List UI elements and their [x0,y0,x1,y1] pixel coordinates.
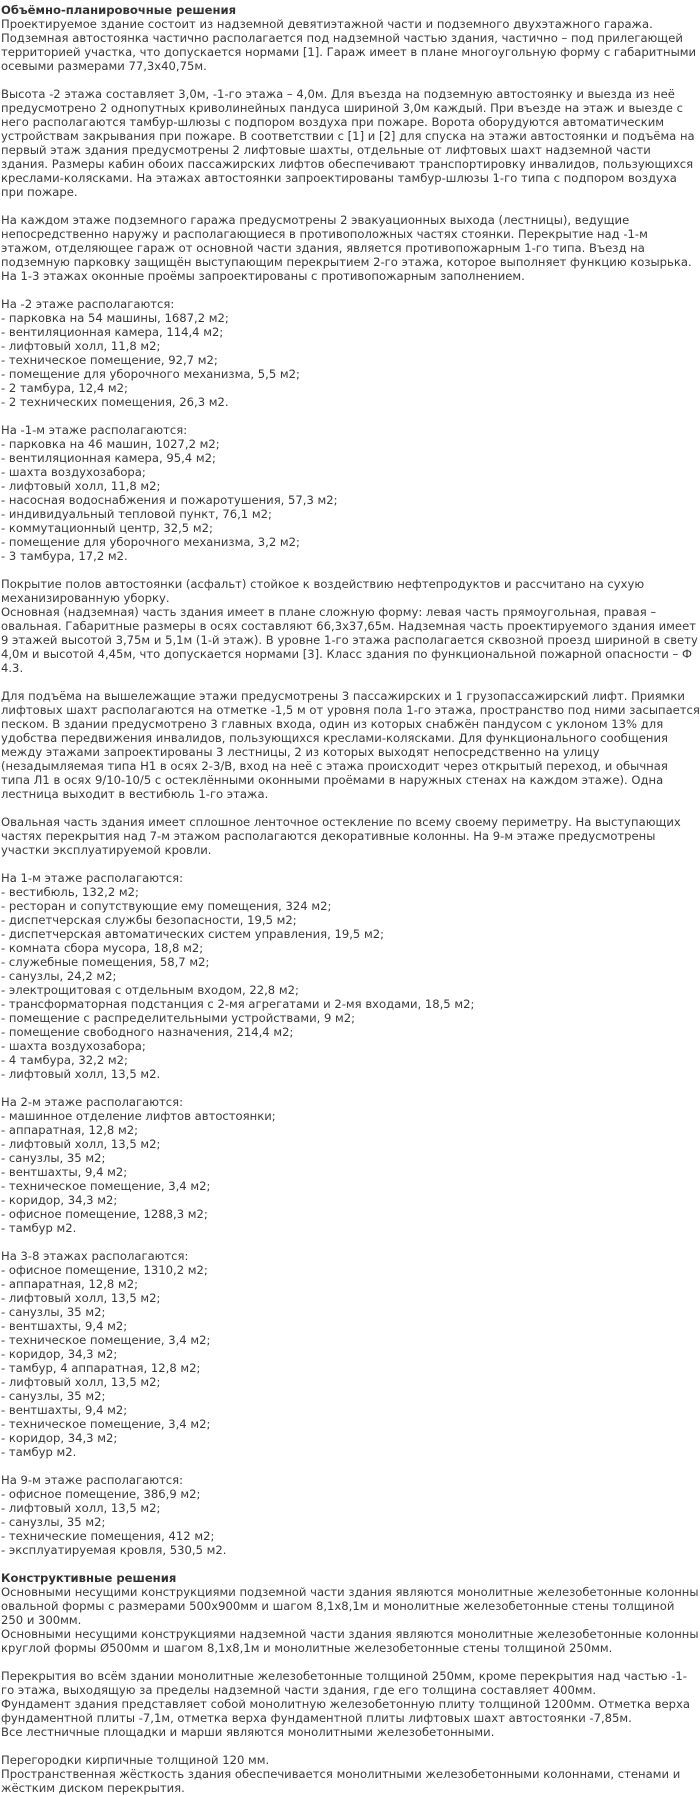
room-list-item: - лифтовый холл, 11,8 м2; [1,479,161,493]
room-list-item: - парковка на 54 машины, 1687,2 м2; [1,311,229,325]
room-list [1,1095,700,1235]
paragraph: Для подъёма на вышележащие этажи предусмотрены 3 пассажирских и 1 грузопассажирский лифт. Приямки лифтовых шахт располагаются на отметке -1,5 м от уровня пола 1-го этажа, пространство под ними засыпается песком. В здании предусмотрено 3 главных входа, один из которых снабжён пандусом с уклоном 13% для удобства передвижения инвалидов, пользующихся креслами-колясками. Для функционального сообщения между этажами запроектированы 3 лестницы, 2 из которых выходят непосредственно на улицу (незадымляемая типа Н1 в осях 2-3/В, вход на неё с этажа происходит через открытый переход, и обычная типа Л1 в осях 9/10-10/5 с остеклёнными оконными проёмами в наружных стенах на каждом этаже). Одна лестница выходит в вестибюль 1-го этажа. [1,689,700,801]
room-list-item: - техническое помещение, 3,4 м2; [1,1333,211,1347]
room-list-item: - 2 технических помещения, 26,3 м2. [1,395,229,409]
room-list-item: - помещение для уборочного механизма, 5,5 м2; [1,367,300,381]
paragraph: Пространственная жёсткость здания обеспечивается монолитными железобетонными колоннами, стенами и жёстким диском перекрытия. [1,1767,681,1795]
paragraph: Покрытие полов автостоянки (асфальт) стойкое к воздействию нефтепродуктов и рассчитано на сухую механизированную уборку. [1,577,645,605]
paragraph: На каждом этаже подземного гаража предусмотрены 2 эвакуационных выхода (лестницы), ведущие непосредственно наружу и располагающиеся в противоположных частях стоянки. Перекрытие над -1-м этажом, отделяющее гараж от основной части здания, является противопожарным 1-го типа. Въезд на подземную парковку защищён выступающим перекрытием 2-го этажа, которое выполняет функцию козырька. На 1-3 этажах оконные проёмы запроектированы с противопожарным заполнением. [1,213,692,283]
room-list-item: - машинное отделение лифтов автостоянки; [1,1109,276,1123]
room-list-item: - коридор, 34,3 м2; [1,1431,118,1445]
room-list-title: На 9-м этаже располагаются: [1,1473,183,1487]
room-list [1,871,700,1081]
paragraph: Проектируемое здание состоит из надземной девятиэтажной части и подземного двухэтажного гаража. Подземная автостоянка частично располагается под надземной частью здания, частично – под прилегающей территорией участка, что допускается нормами [1]. Гараж имеет в плане многоугольную форму с габаритными осевыми размерами 77,3х40,75м. [1,17,697,73]
paragraph: Перекрытия во всём здании монолитные железобетонные толщиной 250мм, кроме перекрытия над частью -1-го этажа, выходящую за пределы надземной части здания, где его толщина составляет 400мм. [1,1669,687,1697]
room-list-item: - тамбур м2. [1,1221,77,1235]
paragraph: Овальная часть здания имеет сплошное ленточное остекление по всему своему периметру. На выступающих частях перекрытия над 7-м этажом располагаются декоративные колонны. На 9-м этаже предусмотрены участки эксплуатируемой кровли. [1,815,681,857]
room-list-item: - ресторан и сопутствующие ему помещения, 324 м2; [1,899,332,913]
room-list-item: - насосная водоснабжения и пожаротушения, 57,3 м2; [1,493,338,507]
paragraph: Основными несущими конструкциями подземной части здания являются монолитные железобетонные колонны овальной формы с размерами 500х900мм и шагом 8,1х8,1м и монолитные железобетонные стены толщиной 250 и 300мм. [1,1585,699,1627]
room-list-item: - 4 тамбура, 32,2 м2; [1,1053,128,1067]
room-list-item: - эксплуатируемая кровля, 530,5 м2. [1,1543,227,1557]
room-list [1,1249,700,1459]
room-list-item: - шахта воздухозабора; [1,1039,146,1053]
room-list-item: - помещение с распределительными устройствами, 9 м2; [1,1011,356,1025]
room-list-item: - техническое помещение, 92,7 м2; [1,353,218,367]
room-list-item: - санузлы, 35 м2; [1,1151,106,1165]
room-list-item: - санузлы, 35 м2; [1,1515,106,1529]
room-list-item: - коммутационный центр, 32,5 м2; [1,521,213,535]
paragraph: Перегородки кирпичные толщиной 120 мм. [1,1753,270,1767]
room-list-title: На -2 этаже располагаются: [1,297,175,311]
room-list-item: - вентшахты, 9,4 м2; [1,1403,128,1417]
room-list-title: На -1-м этаже располагаются: [1,423,188,437]
paragraph: Фундамент здания представляет собой монолитную железобетонную плиту толщиной 1200мм. Отметка верха фундаментной плиты -7,1м, отметка верха фундаментной плиты лифтовых шахт автостоянки -7,85м. [1,1697,691,1725]
room-list-item: - санузлы, 24,2 м2; [1,969,117,983]
room-list-item: - офисное помещение, 1288,3 м2; [1,1207,208,1221]
section-heading: Конструктивные решения [1,1571,177,1585]
room-list-item: - вентшахты, 9,4 м2; [1,1165,128,1179]
room-list-item: - тамбур, 4 аппаратная, 12,8 м2; [1,1361,201,1375]
room-list-item: - электрощитовая с отдельным входом, 22,8 м2; [1,983,299,997]
room-list-item: - трансформаторная подстанция с 2-мя агрегатами и 2-мя входами, 18,5 м2; [1,997,475,1011]
paragraph: Основными несущими конструкциями надземной части здания являются монолитные железобетонные колонны круглой формы Ø500мм и шагом 8,1х8,1м и монолитные железобетонные стены толщиной 250мм. [1,1627,699,1655]
room-list-item: - парковка на 46 машин, 1027,2 м2; [1,437,220,451]
room-list-item: - лифтовый холл, 13,5 м2. [1,1067,161,1081]
room-list-item: - лифтовый холл, 13,5 м2; [1,1501,161,1515]
room-list [1,423,700,563]
room-list-item: - санузлы, 35 м2; [1,1389,106,1403]
room-list-item: - вентиляционная камера, 95,4 м2; [1,451,216,465]
room-list [1,297,700,409]
room-list-item: - аппаратная, 12,8 м2; [1,1123,139,1137]
room-list-title: На 2-м этаже располагаются: [1,1095,183,1109]
room-list-item: - техническое помещение, 3,4 м2; [1,1179,211,1193]
room-list-item: - лифтовый холл, 11,8 м2; [1,339,161,353]
room-list-item: - санузлы, 35 м2; [1,1305,106,1319]
room-list [1,1473,700,1557]
paragraph: Высота -2 этажа составляет 3,0м, -1-го этажа – 4,0м. Для въезда на подземную автостоянку и выезда из неё предусмотрено 2 однопутных криволинейных пандуса шириной 3,0м каждый. При въезде на этаж и выезде с него располагаются тамбур-шлюзы с подпором воздуха при пожаре. Ворота оборудуются автоматическим устройствам закрывания при пожаре. В соответствии с [1] и [2] для спуска на этажи автостоянки и подъёма на первый этаж здания предусмотрены 2 лифтовые шахты, отдельные от лифтовых шахт надземной части здания. Размеры кабин обоих пассажирских лифтов обеспечивают транспортировку инвалидов, пользующихся креслами-колясками. На этажах автостоянки запроектированы тамбур-шлюзы 1-го типа с подпором воздуха при пожаре. [1,87,695,199]
room-list-item: - техническое помещение, 3,4 м2; [1,1417,211,1431]
room-list-item: - лифтовый холл, 13,5 м2; [1,1375,161,1389]
room-list-title: На 3-8 этажах располагаются: [1,1249,189,1263]
room-list-item: - помещение для уборочного механизма, 3,2 м2; [1,535,300,549]
section-heading: Объёмно-планировочные решения [1,3,237,17]
room-list-item: - 3 тамбура, 17,2 м2. [1,549,128,563]
room-list-item: - коридор, 34,3 м2; [1,1347,118,1361]
room-list-title: На 1-м этаже располагаются: [1,871,183,885]
room-list-item: - аппаратная, 12,8 м2; [1,1277,139,1291]
room-list-item: - диспетчерская службы безопасности, 19,5 м2; [1,913,297,927]
room-list-item: - индивидуальный тепловой пункт, 76,1 м2; [1,507,272,521]
room-list-item: - вестибюль, 132,2 м2; [1,885,139,899]
room-list-item: - служебные помещения, 58,7 м2; [1,955,210,969]
room-list-item: - 2 тамбура, 12,4 м2; [1,381,128,395]
room-list-item: - помещение свободного назначения, 214,4 м2; [1,1025,294,1039]
paragraph: Все лестничные площадки и марши являются монолитными железобетонными. [1,1725,495,1739]
room-list-item: - лифтовый холл, 13,5 м2; [1,1291,161,1305]
room-list-item: - вентиляционная камера, 114,4 м2; [1,325,224,339]
room-list-item: - комната сбора мусора, 18,8 м2; [1,941,204,955]
room-list-item: - тамбур м2. [1,1445,77,1459]
room-list-item: - офисное помещение, 386,9 м2; [1,1487,201,1501]
room-list-item: - офисное помещение, 1310,2 м2; [1,1263,208,1277]
room-list-item: - лифтовый холл, 13,5 м2; [1,1137,161,1151]
room-list-item: - вентшахты, 9,4 м2; [1,1319,128,1333]
room-list-item: - шахта воздухозабора; [1,465,146,479]
paragraph: Основная (надземная) часть здания имеет в плане сложную форму: левая часть прямоугольная, правая – овальная. Габаритные размеры в осях составляют 66,3х37,65м. Надземная часть проектируемого здания имеет 9 этажей высотой 3,75м и 5,1м (1-й этаж). В уровне 1-го этажа располагается сквозной проезд шириной в свету 4,0м и высотой 4,45м, что допускается нормами [3]. Класс здания по функциональной пожарной опасности – Ф 4.3. [1,605,698,675]
room-list-item: - диспетчерская автоматических систем управления, 19,5 м2; [1,927,384,941]
room-list-item: - технические помещения, 412 м2; [1,1529,215,1543]
room-list-item: - коридор, 34,3 м2; [1,1193,118,1207]
